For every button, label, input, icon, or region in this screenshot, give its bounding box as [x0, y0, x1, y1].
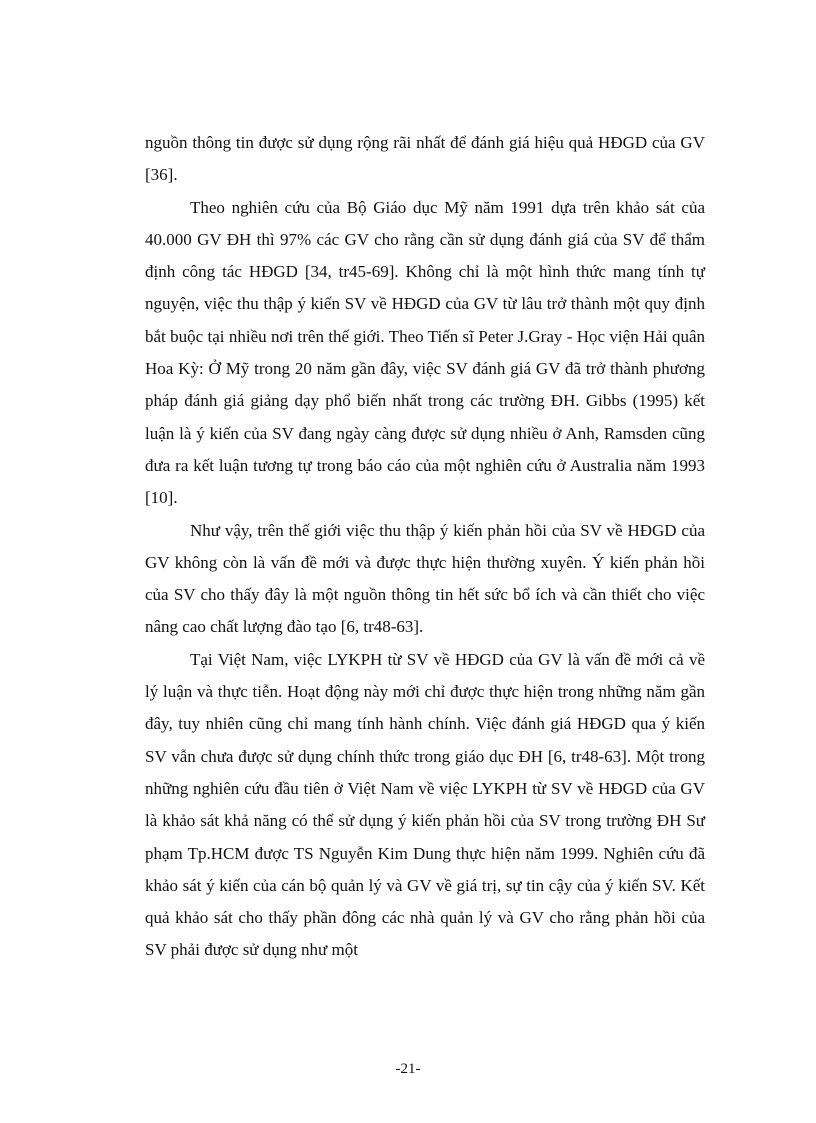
paragraph-3: Như vậy, trên thế giới việc thu thập ý kiến phản hồi của SV về HĐGD của GV không còn là vấn đề mới và được thực hiện thường xuyên. Ý kiến phản hồi của SV cho thấy đây là một nguồn thông tin hết sức bổ ích và cần thiết cho việc nâng cao chất lượng đào tạo [6, tr48-63].	[145, 520, 705, 637]
page-number: -21-	[395, 1061, 421, 1077]
paragraph-4: Tại Việt Nam, việc LYKPH từ SV về HĐGD của GV là vấn đề mới cả về lý luận và thực tiễn. Hoạt động này mới chỉ được thực hiện trong những năm gần đây, tuy nhiên cũng chỉ mang tính hành chính. Việc đánh giá HĐGD qua ý kiến SV vẫn chưa được sử dụng chính thức trong giáo dục ĐH [6, tr48-63]. Một trong những nghiên cứu đầu tiên ở Việt Nam về việc LYKPH từ SV về HĐGD của GV là khảo sát khả năng có thể sử dụng ý kiến phản hồi của SV trong trường ĐH Sư phạm Tp.HCM được TS Nguyễn Kim Dung thực hiện năm 1999. Nghiên cứu đã khảo sát ý kiến của cán bộ quản lý và GV về giá trị, sự tin cậy của ý kiến SV. Kết quả khảo sát cho thấy phần đông các nhà quản lý và GV cho rằng phản hồi của SV phải được sử dụng như một	[145, 649, 705, 960]
paragraph-1: nguồn thông tin được sử dụng rộng rãi nhất để đánh giá hiệu quả HĐGD của GV [36].	[145, 133, 705, 185]
paragraph-2: Theo nghiên cứu của Bộ Giáo dục Mỹ năm 1991 dựa trên khảo sát của 40.000 GV ĐH thì 97% các GV cho rằng cần sử dụng đánh giá của SV để thẩm định công tác HĐGD [34, tr45-69]. Không chỉ là một hình thức mang tính tự nguyện, việc thu thập ý kiến SV về HĐGD của GV từ lâu trở thành một quy định bắt buộc tại nhiều nơi trên thế giới. Theo Tiến sĩ Peter J.Gray - Học viện Hải quân Hoa Kỳ: Ở Mỹ trong 20 năm gần đây, việc SV đánh giá GV đã trở thành phương pháp đánh giá giảng dạy phổ biến nhất trong các trường ĐH. Gibbs (1995) kết luận là ý kiến của SV đang ngày càng được sử dụng nhiều ở Anh, Ramsden cũng đưa ra kết luận tương tự trong báo cáo của một nghiên cứu ở Australia năm 1993 [10].	[145, 197, 705, 508]
document-body	[145, 127, 705, 967]
